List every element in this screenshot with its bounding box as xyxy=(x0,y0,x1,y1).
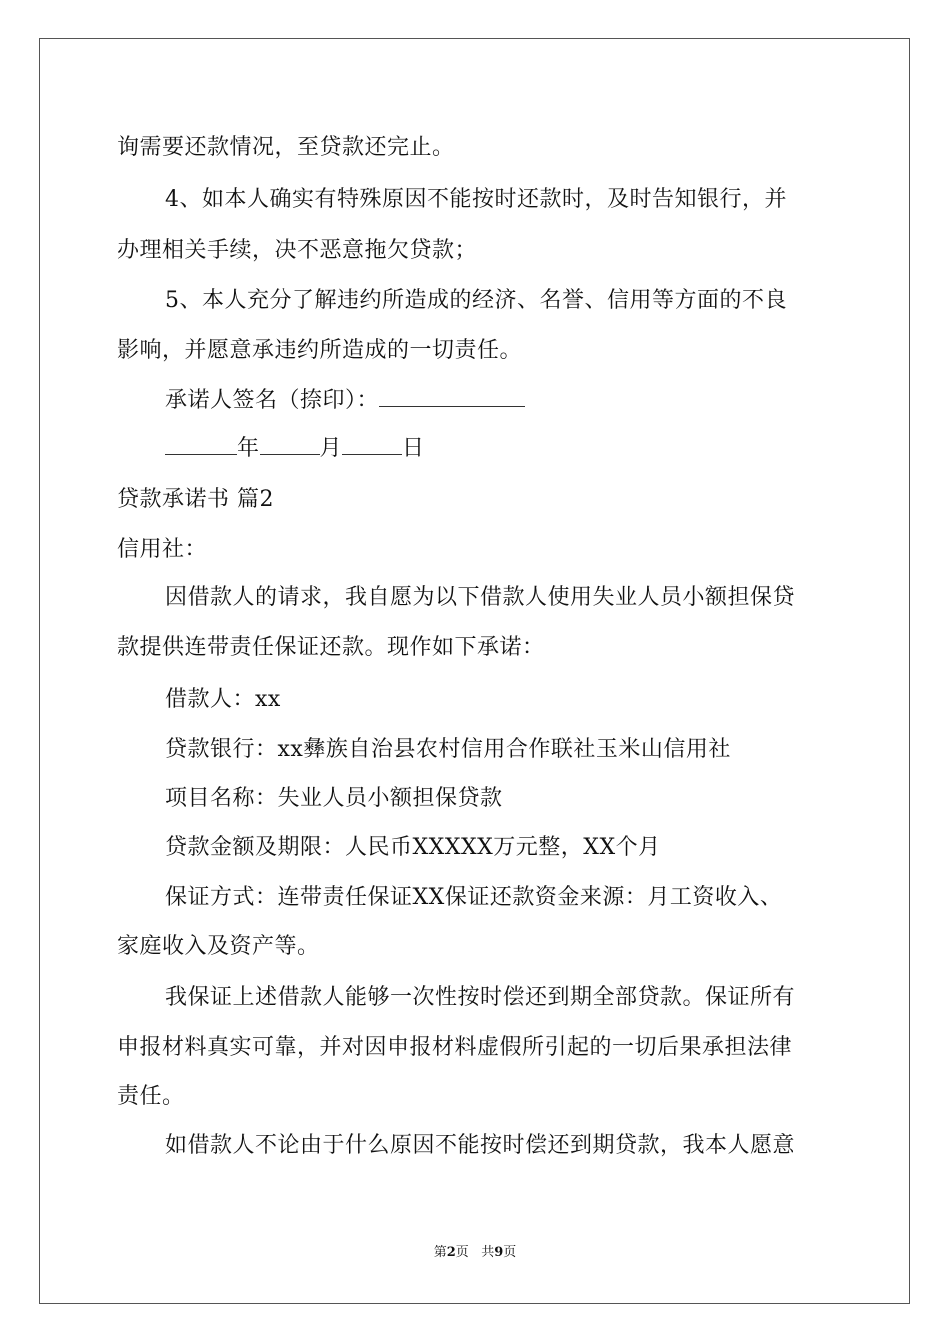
year-label: 年 xyxy=(237,436,260,461)
day-blank xyxy=(342,434,402,455)
text-line: 保证方式：连带责任保证XX保证还款资金来源：月工资收入、 xyxy=(165,885,783,910)
text-line: 4、如本人确实有特殊原因不能按时还款时，及时告知银行，并 xyxy=(165,187,787,212)
page-border xyxy=(39,38,910,1304)
text-line: 借款人：xx xyxy=(165,687,281,712)
day-label: 日 xyxy=(402,436,425,461)
signature-label: 承诺人签名（捺印）： xyxy=(165,388,380,413)
section-title: 贷款承诺书 篇2 xyxy=(117,487,274,512)
text-line: 5、本人充分了解违约所造成的经济、名誉、信用等方面的不良 xyxy=(165,288,787,313)
text-line: 如借款人不论由于什么原因不能按时偿还到期贷款，我本人愿意 xyxy=(165,1133,796,1158)
text-line: 贷款金额及期限：人民币XXXXX万元整，XX个月 xyxy=(165,835,661,860)
month-label: 月 xyxy=(319,436,343,461)
footer-middle: 页 共 xyxy=(455,1245,495,1260)
page-footer xyxy=(0,1244,950,1262)
signature-line xyxy=(165,386,525,416)
text-line: 项目名称：失业人员小额担保贷款 xyxy=(165,786,503,811)
footer-prefix: 第 xyxy=(433,1245,447,1260)
text-line: 贷款银行：xx彝族自治县农村信用合作联社玉米山信用社 xyxy=(165,737,731,762)
date-line xyxy=(165,434,425,464)
addressee: 信用社： xyxy=(117,537,208,562)
text-line: 责任。 xyxy=(117,1084,185,1109)
month-blank xyxy=(260,434,320,455)
text-line: 影响，并愿意承违约所造成的一切责任。 xyxy=(117,338,523,363)
text-line: 我保证上述借款人能够一次性按时偿还到期全部贷款。保证所有 xyxy=(165,985,796,1010)
text-line: 款提供连带责任保证还款。现作如下承诺： xyxy=(117,635,545,660)
text-line: 因借款人的请求，我自愿为以下借款人使用失业人员小额担保贷 xyxy=(165,585,796,610)
text-line: 办理相关手续，决不恶意拖欠贷款； xyxy=(117,238,478,263)
text-line: 申报材料真实可靠，并对因申报材料虚假所引起的一切后果承担法律 xyxy=(117,1035,793,1060)
text-line: 询需要还款情况，至贷款还完止。 xyxy=(117,135,455,160)
footer-total-pages: 9 xyxy=(494,1245,504,1260)
signature-blank xyxy=(379,386,525,407)
footer-page-number: 2 xyxy=(446,1245,456,1260)
footer-suffix: 页 xyxy=(503,1245,517,1260)
year-blank xyxy=(165,434,237,455)
text-line: 家庭收入及资产等。 xyxy=(117,934,320,959)
